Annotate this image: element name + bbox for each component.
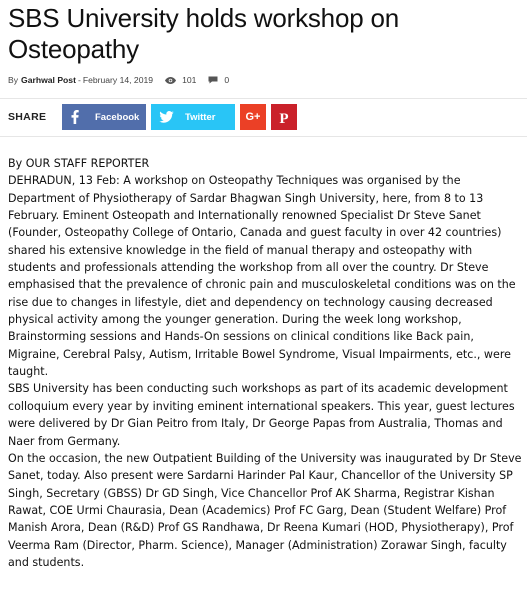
pinterest-icon: [277, 110, 292, 125]
author-link[interactable]: Garhwal Post: [21, 75, 76, 85]
article-paragraph: DEHRADUN, 13 Feb: A workshop on Osteopathy Techniques was organised by the Department of Physiotherapy of Sardar Bhagwan Singh University, here, from 8 to 13 February. Eminent Osteopath and Internationally renowned Specialist Dr Steve Sanet (Founder, Osteopathy College of Ontario, Canada and guest faculty in over 42 countries) shared his extensive knowledge in the field of manual therapy and osteopathy with students and professionals attending the workshop from all over the country. Dr Steve emphasised that the prevalence of chronic pain and musculoskeletal conditions was on the rise due to changes in lifestyle, diet and dependency on technology causing decreased physical activity among the younger generation. During the week long workshop, Brainstorming sessions and Hands-On sessions on clinical conditions like Back pain, Migraine, Cerebral Palsy, Autism, Irritable Bowel Syndrome, Visual Impairments, etc., were taught.: [8, 174, 516, 379]
comments-count[interactable]: [208, 75, 229, 85]
pinterest-share-button[interactable]: [271, 104, 297, 130]
article-paragraph: SBS University has been conducting such workshops as part of its academic development colloquium every year by inviting eminent international speakers. This year, guest lectures were delivered by Dr Gian Peitro from Italy, Dr George Papas from Australia, Thomas and Naer from Germany.: [8, 382, 515, 448]
byline-paragraph: By OUR STAFF REPORTER: [8, 157, 150, 170]
facebook-label: Facebook: [95, 111, 140, 123]
share-divider-bottom: [0, 136, 527, 137]
meta-separator: -: [77, 75, 81, 85]
share-bar: [8, 103, 302, 131]
twitter-share-button[interactable]: [151, 104, 235, 130]
views-count: [165, 75, 196, 85]
google-plus-share-button[interactable]: [240, 104, 266, 130]
facebook-share-button[interactable]: [62, 104, 146, 130]
article-body: [8, 155, 523, 571]
comments-value: 0: [224, 75, 230, 85]
article-paragraph: On the occasion, the new Outpatient Building of the University was inaugurated by Dr Steve Sanet, today. Also present were Sardarni Harinder Pal Kaur, Chancellor of the University SP Singh, Secretary (GBSS) Dr GD Singh, Vice Chancellor Prof AK Sharma, Registrar Kishan Rawat, COE Urmi Chaurasia, Dean (Academics) Prof FC Garg, Dean (Student Welfare) Prof Manish Arora, Dean (R&D) Prof GS Randhawa, Dr Reena Kumari (HOD, Physiotherapy), Prof Veerma Ram (Director, Pharm. Science), Manager (Administration) Zorawar Singh, faculty and students.: [8, 451, 522, 569]
eye-icon: [165, 77, 176, 84]
share-divider-top: [0, 98, 527, 99]
pinterest-glyph: P: [279, 110, 289, 125]
comment-icon: [208, 76, 218, 84]
views-value: 101: [182, 75, 197, 85]
google-plus-icon: G+: [245, 111, 261, 123]
twitter-icon: [151, 104, 181, 130]
twitter-label: Twitter: [185, 111, 216, 123]
by-label: By: [8, 75, 19, 85]
article-meta: [8, 73, 527, 87]
article-title: SBS University holds workshop on Osteopathy: [8, 3, 400, 64]
share-label: SHARE: [8, 111, 47, 123]
publish-date: February 14, 2019: [82, 75, 154, 85]
facebook-icon: [62, 104, 88, 130]
